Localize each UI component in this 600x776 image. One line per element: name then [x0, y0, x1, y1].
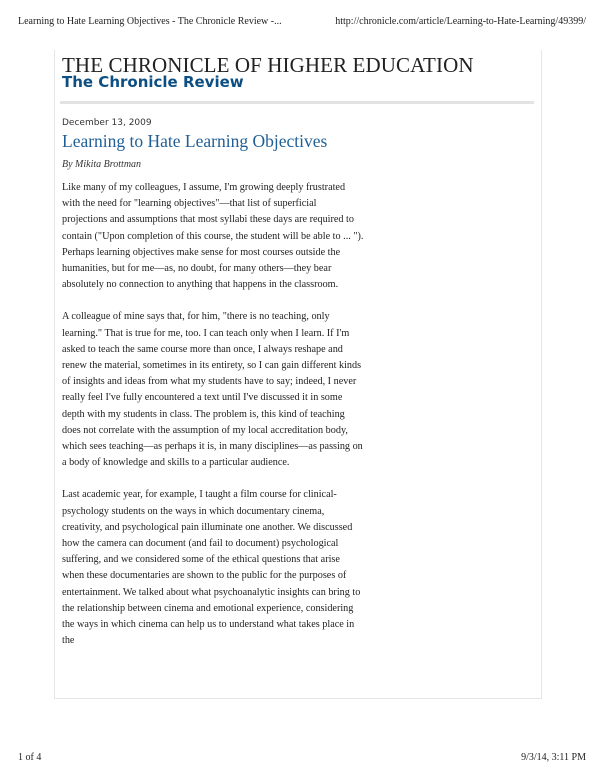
header-divider: [60, 101, 534, 104]
article-paragraph-3: Last academic year, for example, I taught a film course for clinical-psychology students on the ways in which documentary cinema, creativity, and psychological pain illuminate one another. We discussed how the camera can document (and fail to document) psychological suffering, and we considered some of the ethical questions that arise when these documentaries are shown to the public for the purposes of entertainment. We talked about what psychoanalytic insights can bring to the relationship between cinema and emotional experience, considering the ways in which cinema can help us to understand what takes place in the: [62, 489, 361, 647]
masthead-logo[interactable]: THE CHRONICLE OF HIGHER EDUCATION: [62, 53, 474, 77]
print-page-number: 1 of 4: [18, 752, 42, 763]
article-paragraph-1: Like many of my colleagues, I assume, I'm growing deeply frustrated with the need for "learning objectives"—that list of superficial projections and assumptions that most syllabi these days are required to contain ("Upon completion of this course, the student will be able to ... "). Perhaps learning objectives make sense for most courses outside the humanities, but for me—as, no doubt, for many others—they bear absolutely no connection to anything that happens in the classroom.: [62, 182, 364, 291]
section-title[interactable]: The Chronicle Review: [62, 73, 244, 91]
article-headline: Learning to Hate Learning Objectives: [62, 131, 328, 151]
print-timestamp: 9/3/14, 3:11 PM: [521, 752, 586, 763]
article-byline: By Mikita Brottman: [62, 159, 142, 170]
print-footer: [18, 752, 586, 763]
article-body: [62, 180, 364, 665]
article-date: December 13, 2009: [62, 118, 152, 128]
print-url: http://chronicle.com/article/Learning-to-Hate-Learning/49399/: [335, 16, 586, 27]
print-page-title: Learning to Hate Learning Objectives - The Chronicle Review -...: [18, 16, 282, 27]
article-paragraph-2: A colleague of mine says that, for him, "there is no teaching, only learning." That is true for me, too. I can teach only when I learn. If I'm asked to teach the same course more than once, I always reshape and renew the material, sometimes in its entirety, so I can gain different kinds of insights and ideas from what my students have to say; indeed, I never really feel I've fully encountered a text until I've discussed it in some depth with my students in class. The problem is, this kind of teaching does not correlate with the assumption of my local accreditation body, which sees teaching—as perhaps it is, in many disciplines—as passing on a body of knowledge and skills to a particular audience.: [62, 311, 363, 469]
print-header: [18, 16, 586, 27]
